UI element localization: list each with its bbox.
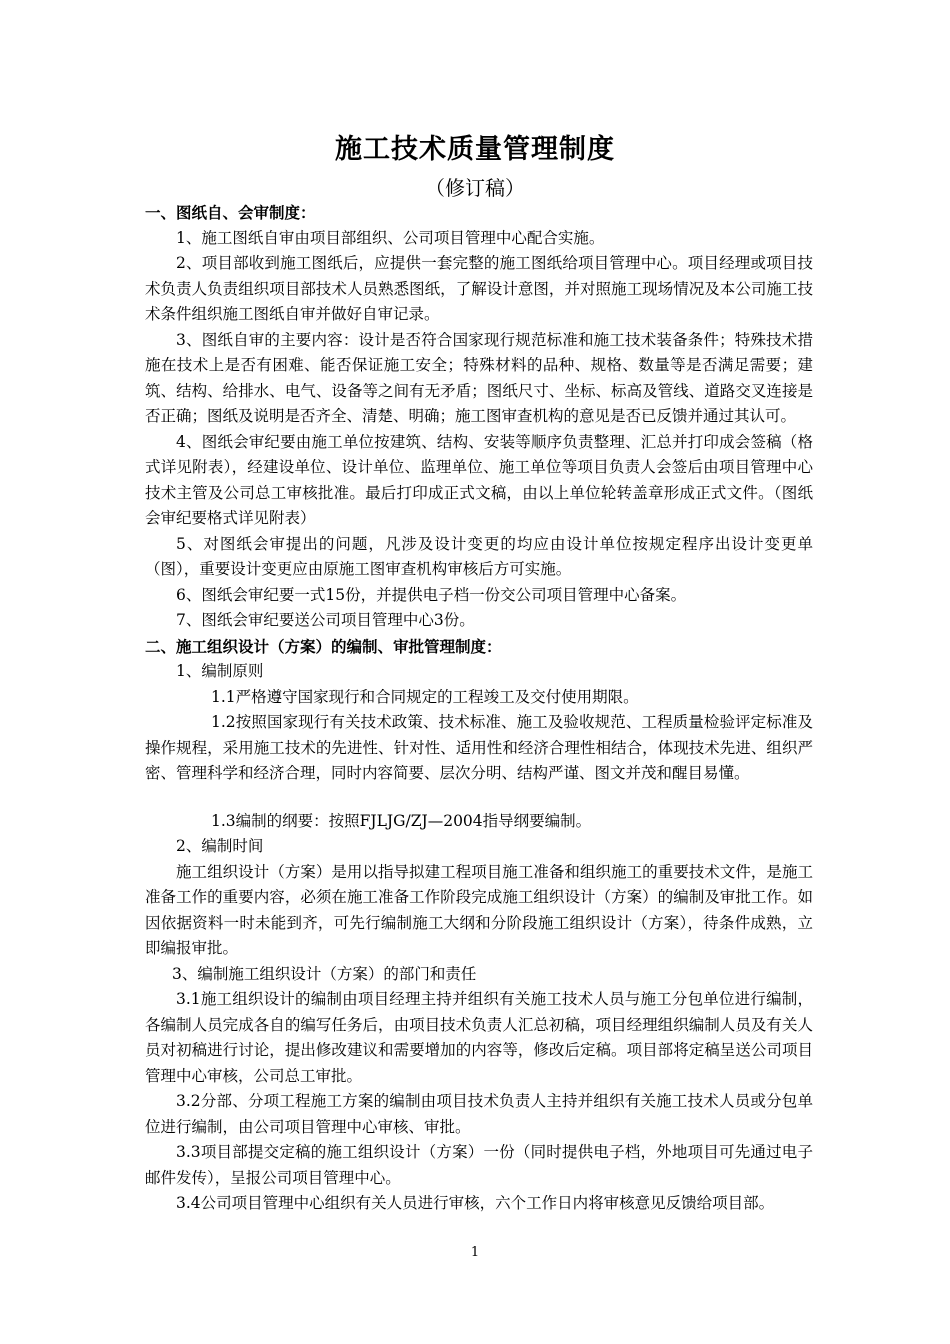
paragraph: 5、对图纸会审提出的问题，凡涉及设计变更的均应由设计单位按规定程序出设计变更单（图），重要设计变更应由原施工图审查机构审核后方可实施。	[145, 534, 813, 578]
document-subtitle: （修订稿）	[425, 176, 525, 200]
paragraph: 1.2按照国家现行有关技术政策、技术标准、施工及验收规范、工程质量检验评定标准及操作规程，采用施工技术的先进性、针对性、适用性和经济合理性相结合，体现技术先进、组织严密、管理科学和经济合理，同时内容简要、层次分明、结构严谨、图文并茂和醒目易懂。	[145, 713, 813, 782]
paragraph: 3.4公司项目管理中心组织有关人员进行审核，六个工作日内将审核意见反馈给项目部。	[176, 1194, 775, 1212]
paragraph: 7、图纸会审纪要送公司项目管理中心3份。	[176, 611, 475, 629]
section-heading-1: 一、图纸自、会审制度：	[145, 203, 316, 222]
subsection-title: 1、编制原则	[176, 662, 264, 680]
page-number: 1	[470, 1245, 480, 1260]
subsection-title: 2、编制时间	[176, 837, 264, 855]
subsection-title: 3、编制施工组织设计（方案）的部门和责任	[172, 964, 477, 983]
spacer	[145, 787, 813, 809]
paragraph: 3、图纸自审的主要内容：设计是否符合国家现行规范标准和施工技术装备条件；特殊技术措施在技术上是否有困难、能否保证施工安全；特殊材料的品种、规格、数量等是否满足需要；建筑、结构、给排水、电气、设备等之间有无矛盾；图纸尺寸、坐标、标高及管线、道路交叉连接是否正确；图纸及说明是否齐全、清楚、明确；施工图审查机构的意见是否已反馈并通过其认可。	[145, 330, 813, 425]
paragraph: 3.3项目部提交定稿的施工组织设计（方案）一份（同时提供电子档，外地项目可先通过电子邮件发传），呈报公司项目管理中心。	[145, 1143, 813, 1187]
document-body	[145, 200, 813, 1217]
document-title: 施工技术质量管理制度	[335, 134, 615, 165]
paragraph: 3.2分部、分项工程施工方案的编制由项目技术负责人主持并组织有关施工技术人员或分包单位进行编制，由公司项目管理中心审核、审批。	[145, 1092, 813, 1136]
section-heading-2: 二、施工组织设计（方案）的编制、审批管理制度：	[145, 636, 502, 656]
paragraph: 6、图纸会审纪要一式15份，并提供电子档一份交公司项目管理中心备案。	[176, 585, 687, 604]
paragraph: 1、施工图纸自审由项目部组织、公司项目管理中心配合实施。	[176, 228, 605, 247]
paragraph: 1.1严格遵守国家现行和合同规定的工程竣工及交付使用期限。	[211, 687, 639, 706]
paragraph: 施工组织设计（方案）是用以指导拟建工程项目施工准备和组织施工的重要技术文件，是施工准备工作的重要内容，必须在施工准备工作阶段完成施工组织设计（方案）的编制及审批工作。如因依据资料一时未能到齐，可先行编制施工大纲和分阶段施工组织设计（方案），待条件成熟，立即编报审批。	[145, 862, 813, 957]
paragraph: 1.3编制的纲要：按照FJLJG/ZJ—2004指导纲要编制。	[211, 811, 592, 830]
paragraph: 4、图纸会审纪要由施工单位按建筑、结构、安装等顺序负责整理、汇总并打印成会签稿（格式详见附表），经建设单位、设计单位、监理单位、施工单位等项目负责人会签后由项目管理中心技术主管及公司总工审核批准。最后打印成正式文稿，由以上单位轮转盖章形成正式文件。（图纸会审纪要格式详见附表）	[145, 432, 813, 527]
paragraph: 3.1施工组织设计的编制由项目经理主持并组织有关施工技术人员与施工分包单位进行编制，各编制人员完成各自的编写任务后，由项目技术负责人汇总初稿，项目经理组织编制人员及有关人员对初稿进行讨论，提出修改建议和需要增加的内容等，修改后定稿。项目部将定稿呈送公司项目管理中心审核，公司总工审批。	[145, 990, 813, 1085]
paragraph: 2、项目部收到施工图纸后，应提供一套完整的施工图纸给项目管理中心。项目经理或项目技术负责人负责组织项目部技术人员熟悉图纸，了解设计意图，并对照施工现场情况及本公司施工技术条件组织施工图纸自审并做好自审记录。	[145, 254, 813, 323]
